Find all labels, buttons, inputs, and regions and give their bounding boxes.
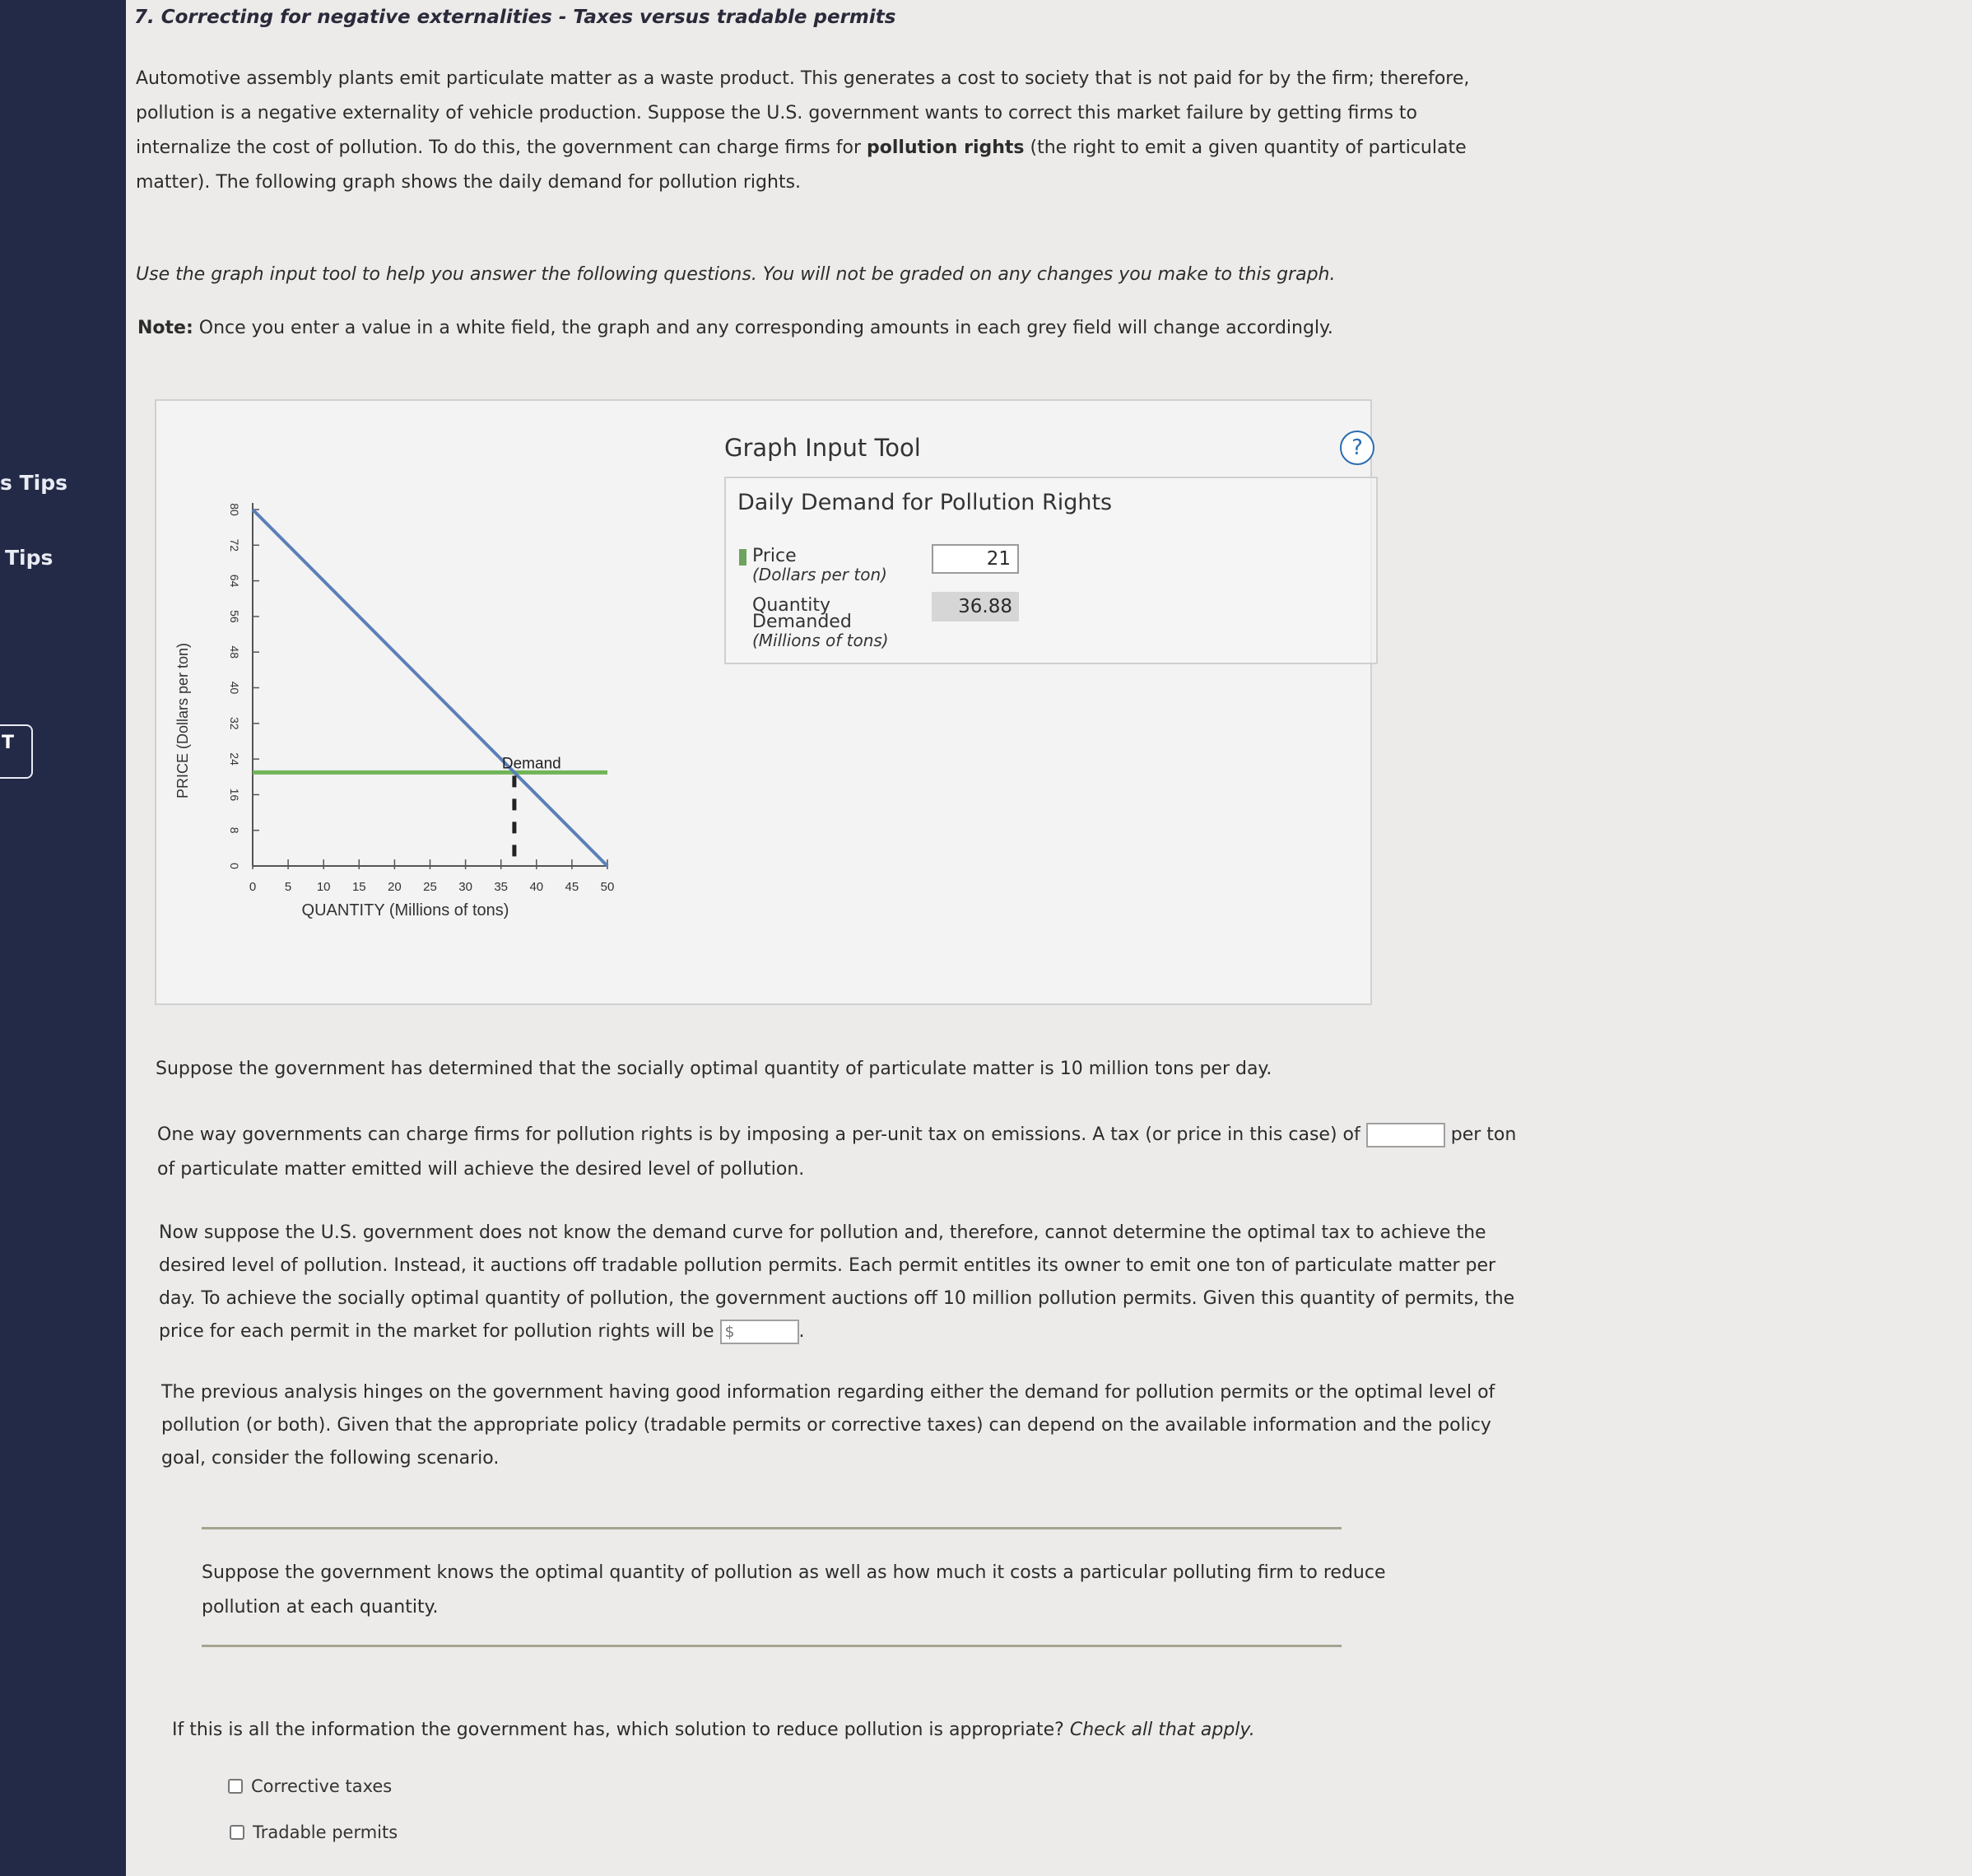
y-tick-label: 40: [228, 681, 241, 695]
tax-answer-input[interactable]: [1366, 1123, 1445, 1147]
main-content: [126, 0, 1972, 1876]
checkbox[interactable]: [230, 1825, 244, 1840]
price-input[interactable]: 21: [932, 544, 1019, 574]
x-axis-label: QUANTITY (Millions of tons): [301, 901, 509, 919]
graph-input-box: [724, 477, 1378, 664]
sidebar-tab-button[interactable]: T: [0, 724, 33, 779]
help-button[interactable]: ?: [1340, 431, 1374, 465]
graph-input-tool-title: Graph Input Tool: [724, 434, 921, 462]
graph-panel: [155, 399, 1372, 1005]
price-color-marker: [739, 549, 746, 566]
intro-paragraph: [136, 62, 1469, 200]
x-tick-label: 15: [351, 880, 366, 894]
quantity-label: Quantity: [752, 595, 831, 616]
sidebar-tips-link[interactable]: s Tips: [0, 471, 67, 495]
intro-line: internalize the cost of pollution. To do this, the government can charge firms for pollution rights (the right to emit a given quantity of particulate: [136, 137, 1467, 158]
scenario-text: Suppose the government knows the optimal quantity of pollution as well as how much it costs a particular polluting firm to reduce pollution at each quantity.: [202, 1562, 1386, 1618]
scenario-divider-top: [202, 1527, 1342, 1529]
permit-price-input[interactable]: $: [720, 1320, 799, 1344]
quantity-label-2: Demanded: [752, 612, 852, 632]
demand-curve-label: Demand: [501, 755, 561, 773]
scenario-divider-bottom: [202, 1645, 1342, 1647]
x-tick-label: 45: [565, 880, 579, 894]
x-tick-label: 30: [458, 880, 472, 894]
question-title: 7. Correcting for negative externalities - Taxes versus tradable permits: [134, 7, 896, 28]
permits-paragraph: Now suppose the U.S. government does not know the demand curve for pollution and, therefore, cannot determine the optimal tax to achieve the desired level of pollution. Instead, it auctions off tradable pollution permits. Each permit entitles its owner to emit one ton of particulate matter per day. To achieve the socially optimal quantity of pollution, the government auctions off 10 million pollution permits. Given this quantity of permits, the price for each permit in the market for pollution rights will be $ .: [159, 1217, 1514, 1348]
x-tick-label: 40: [529, 880, 544, 894]
price-unit: (Dollars per ton): [752, 565, 887, 584]
option-corrective-taxes[interactable]: Corrective taxes: [228, 1776, 392, 1796]
optimal-quantity-text: Suppose the government has determined that the socially optimal quantity of particulate matter is 10 million tons per day.: [156, 1059, 1272, 1079]
y-tick-label: 0: [228, 863, 241, 869]
tax-question: One way governments can charge firms for pollution rights is by imposing a per-unit tax on emissions. A tax (or price in this case) of per ton of particulate matter emitted will achieve the desired level of pollution.: [157, 1124, 1517, 1180]
y-tick-label: 32: [228, 717, 241, 730]
y-tick-label: 72: [228, 538, 241, 552]
check-prompt: If this is all the information the government has, which solution to reduce pollution is appropriate? Check all that apply.: [172, 1720, 1255, 1740]
pollution-rights-term: pollution rights: [867, 137, 1025, 158]
y-tick-label: 56: [228, 610, 241, 623]
x-tick-label: 35: [494, 880, 509, 894]
sidebar-tips-link-2[interactable]: Tips: [5, 546, 53, 570]
y-tick-label: 80: [228, 503, 241, 516]
y-axis-label: PRICE (Dollars per ton): [174, 642, 191, 799]
price-label: Price: [752, 546, 797, 566]
quantity-demanded-output: 36.88: [932, 592, 1019, 621]
checkbox[interactable]: [228, 1779, 243, 1794]
intro-line: pollution is a negative externality of vehicle production. Suppose the U.S. government wants to correct this market failure by getting firms to: [136, 103, 1417, 123]
note-text: Note: Once you enter a value in a white field, the graph and any corresponding amounts in each grey field will change accordingly.: [137, 318, 1333, 338]
intro-line: Automotive assembly plants emit particulate matter as a waste product. This generates a cost to society that is not paid for by the firm; therefore,: [136, 68, 1470, 89]
x-tick-label: 20: [388, 880, 402, 894]
x-tick-label: 10: [316, 880, 331, 894]
x-tick-label: 5: [284, 880, 292, 894]
option-tradable-permits[interactable]: Tradable permits: [230, 1822, 398, 1842]
y-tick-label: 24: [228, 752, 241, 766]
demand-curve: [253, 510, 607, 866]
y-tick-label: 48: [228, 645, 241, 659]
y-tick-label: 8: [228, 826, 241, 834]
analysis-paragraph: The previous analysis hinges on the government having good information regarding either the demand for pollution permits or the optimal level of pollution (or both). Given that the appropriate policy (tradable permits or corrective taxes) can depend on the available information and the policy goal, consider the following scenario.: [161, 1382, 1495, 1469]
y-tick-label: 64: [228, 574, 241, 588]
quantity-unit: (Millions of tons): [752, 631, 889, 650]
tool-heading: Daily Demand for Pollution Rights: [737, 490, 1113, 515]
intro-line: matter). The following graph shows the daily demand for pollution rights.: [136, 172, 802, 193]
demand-chart[interactable]: [156, 401, 700, 977]
instruction-text: Use the graph input tool to help you answer the following questions. You will not be graded on any changes you make to this graph.: [136, 264, 1336, 285]
x-tick-label: 25: [423, 880, 437, 894]
x-tick-label: 0: [249, 880, 257, 894]
x-tick-label: 50: [600, 880, 615, 894]
left-sidebar: [0, 0, 126, 1876]
y-tick-label: 16: [228, 788, 241, 802]
